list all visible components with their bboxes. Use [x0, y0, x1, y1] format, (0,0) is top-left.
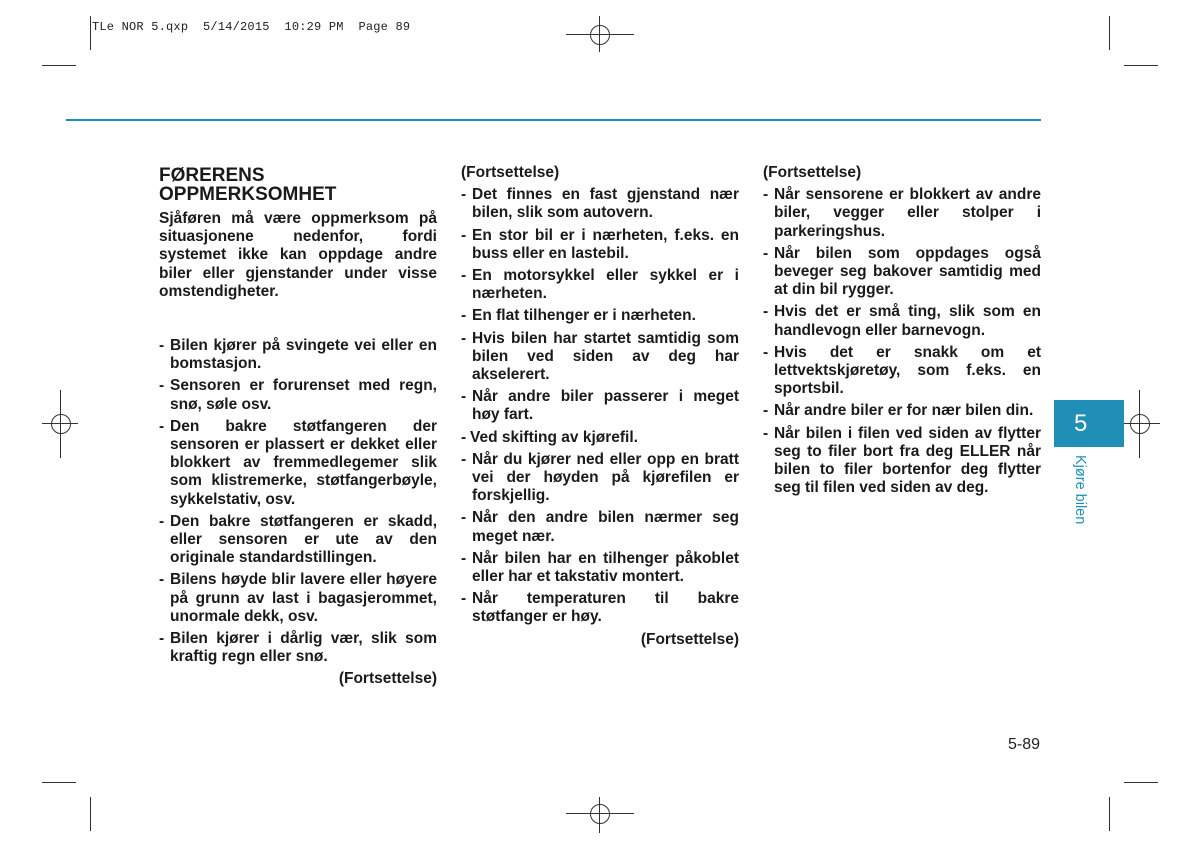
continued-note: (Fortsettelse)	[763, 164, 862, 181]
registration-circle-icon	[51, 414, 71, 434]
list-item: - Hvis det er snakk om et lettvektskjøretøy, som f.eks. en sportsbil.	[763, 344, 1041, 399]
crop-mark	[1124, 782, 1158, 783]
list-item: - Bilen kjører i dårlig vær, slik som kraftig regn eller snø.	[159, 630, 437, 666]
condition-list	[159, 337, 437, 666]
registration-circle-icon	[590, 25, 610, 45]
chapter-title: Kjøre bilen	[1072, 455, 1088, 525]
crop-mark	[90, 16, 91, 50]
list-item: - Hvis det er små ting, slik som en handlevogn eller barnevogn.	[763, 303, 1041, 339]
continued-note: (Fortsettelse)	[461, 164, 560, 181]
list-item: - Når temperaturen til bakre støtfanger er høy.	[461, 590, 739, 626]
condition-list	[763, 186, 1041, 497]
intro-paragraph: Sjåføren må være oppmerksom på situasjonene nedenfor, fordi systemet ikke kan oppdage andre biler eller gjenstander under visse omstendigheter.	[159, 210, 437, 300]
list-item: - Hvis bilen har startet samtidig som bilen ved siden av deg har akselerert.	[461, 330, 739, 385]
heading-line-2: OPPMERKSOMHET	[159, 184, 337, 205]
registration-circle-icon	[1130, 414, 1150, 434]
list-item: - Når bilen i filen ved siden av flytter seg to filer bort fra deg ELLER når bilen to filer bortenfor deg flytter seg til filen ved siden av deg.	[763, 425, 1041, 498]
crop-mark	[1124, 65, 1158, 66]
list-item: - Når sensorene er blokkert av andre biler, vegger eller stolper i parkeringshus.	[763, 186, 1041, 241]
list-item: - Når andre biler er for nær bilen din.	[763, 402, 1041, 420]
list-item: - Når bilen har en tilhenger påkoblet eller har et takstativ montert.	[461, 550, 739, 586]
continued-note: (Fortsettelse)	[338, 670, 437, 688]
section-heading	[159, 166, 437, 204]
registration-circle-icon	[590, 804, 610, 824]
list-item: - En motorsykkel eller sykkel er i nærheten.	[461, 267, 739, 303]
list-item: - En flat tilhenger er i nærheten.	[461, 307, 739, 325]
list-item: - Sensoren er forurenset med regn, snø, søle osv.	[159, 377, 437, 413]
crop-mark	[90, 797, 91, 831]
list-item: - En stor bil er i nærheten, f.eks. en buss eller en lastebil.	[461, 227, 739, 263]
list-item: - Den bakre støtfangeren der sensoren er plassert er dekket eller blokkert av fremmedlegemer slik som klistremerke, støtfangerbøyle, sykkelstativ, osv.	[159, 418, 437, 509]
column-3	[763, 164, 1041, 501]
page-number: 5-89	[1008, 736, 1041, 753]
header-rule	[66, 119, 1041, 121]
list-item: - Bilen kjører på svingete vei eller en bomstasjon.	[159, 337, 437, 373]
continued-note: (Fortsettelse)	[640, 630, 739, 648]
heading-line-1: FØRERENS	[159, 165, 265, 186]
crop-mark	[42, 782, 76, 783]
list-item: - Det finnes en fast gjenstand nær bilen, slik som autovern.	[461, 186, 739, 222]
list-item: - Når bilen som oppdages også beveger seg bakover samtidig med at din bil rygger.	[763, 245, 1041, 300]
print-slug: TLe NOR 5.qxp 5/14/2015 10:29 PM Page 89	[92, 20, 411, 34]
crop-mark	[1109, 797, 1110, 831]
condition-list	[461, 186, 739, 626]
list-item: - Når den andre bilen nærmer seg meget nær.	[461, 509, 739, 545]
column-2	[461, 164, 739, 649]
list-item: - Når du kjører ned eller opp en bratt vei der høyden på kjørefilen er forskjellig.	[461, 451, 739, 506]
crop-mark	[1109, 16, 1110, 50]
list-item: - Ved skifting av kjørefil.	[461, 429, 739, 447]
list-item: - Bilens høyde blir lavere eller høyere på grunn av last i bagasjerommet, unormale dekk, osv.	[159, 571, 437, 626]
column-1	[159, 164, 437, 689]
list-item: - Når andre biler passerer i meget høy fart.	[461, 388, 739, 424]
chapter-number-tab: 5	[1054, 400, 1124, 447]
list-item: - Den bakre støtfangeren er skadd, eller sensoren er ute av den originale standardstillingen.	[159, 513, 437, 568]
crop-mark	[42, 65, 76, 66]
